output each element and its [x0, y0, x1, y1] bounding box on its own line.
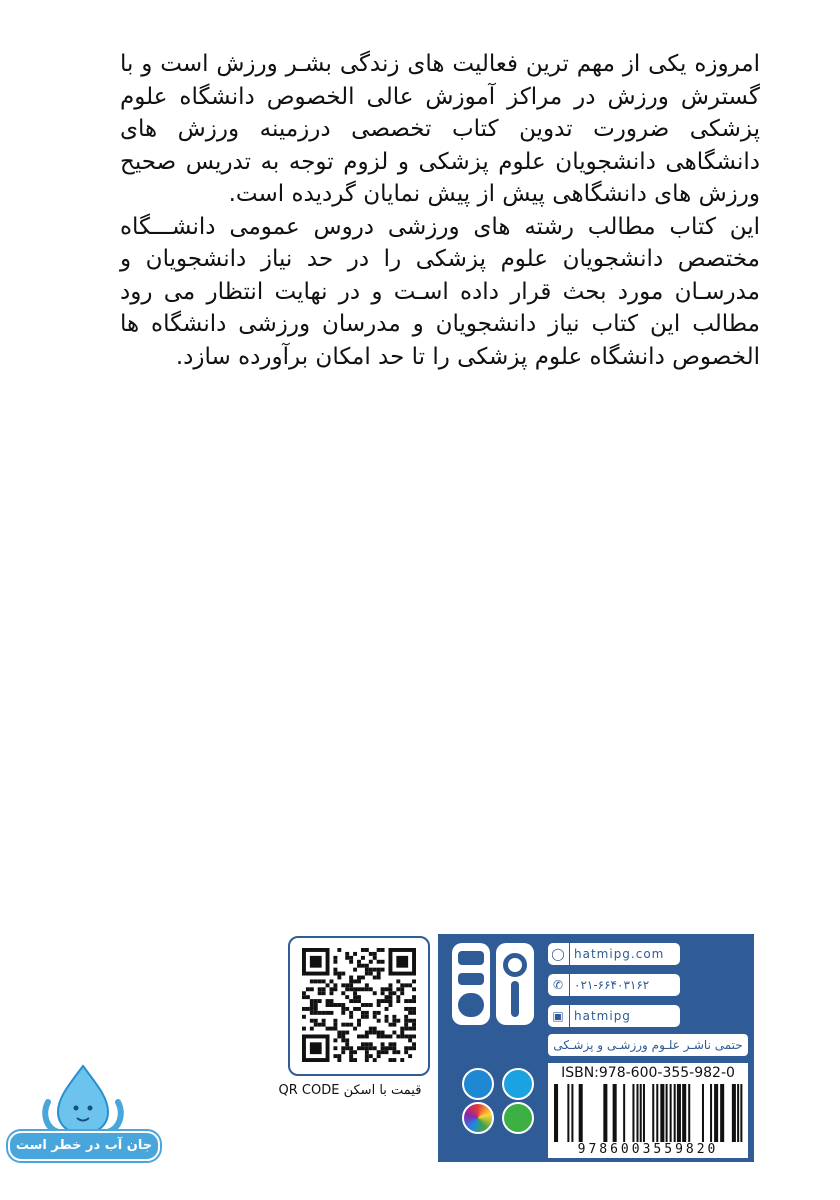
isbn-barcode [552, 1084, 744, 1142]
water-drop-icon [8, 1062, 158, 1134]
qr-caption: قیمت با اسکن QR CODE [278, 1083, 422, 1098]
health-logo-icon [502, 1102, 534, 1134]
phone-icon: ✆ [548, 974, 570, 996]
globe-icon: ◯ [548, 943, 570, 965]
instagram-text: hatmipg [574, 1009, 631, 1023]
publisher-logo [452, 943, 490, 1025]
qr-code[interactable] [288, 936, 430, 1076]
badge-label: جان آب در خطر است [8, 1131, 160, 1161]
instagram-icon: ▣ [548, 1005, 570, 1027]
water-campaign-badge [8, 1062, 158, 1162]
website-link[interactable] [548, 943, 680, 965]
description-paragraph-1: امروزه یکی از مهم ترین فعالیت های زندگی بشـر ورزش است و با گسترش ورزش در مراکز آموزش عالی الخصوص دانشگاه علوم پزشکی ضرورت تدوین کتاب تخصصی درزمینه ورزش های دانشگاهی دانشجویان علوم پزشکی و لزوم توجه به تدریس صحیح ورزش های دانشگاهی پیش از پیش نمایان گردیده است. [120, 51, 760, 207]
website-text: hatmipg.com [574, 947, 665, 961]
phone-text: ۰۲۱-۶۶۴۰۳۱۶۲ [574, 978, 650, 992]
barcode-digits: 9786003559820 [577, 1142, 719, 1157]
isbn-number: ISBN:978-600-355-982-0 [561, 1065, 735, 1081]
back-cover-description [120, 48, 760, 373]
phone-link[interactable] [548, 974, 680, 996]
publisher-panel [438, 934, 754, 1162]
isbn-block [548, 1063, 748, 1158]
sports-logo-icon [462, 1068, 494, 1100]
flower-logo-icon [462, 1102, 494, 1134]
description-paragraph-2: این کتاب مطالب رشته های ورزشی دروس عمومی دانشـــگاه مختصص دانشجویان علوم پزشکی را در حد نیاز دانشجویان و مدرسـان مورد بحث قرار داده اسـت و در نهایت انتظار می رود مطالب این کتاب نیاز دانشجویان و مدرسان ورزشی دانشگاه ها الخصوص دانشگاه علوم پزشکی را تا حد امکان برآورده سازد. [120, 213, 760, 370]
medical-logo-icon [502, 1068, 534, 1100]
qr-code-image [302, 948, 416, 1062]
publisher-tagline: حتمی ناشـر علـوم ورزشـی و پزشـکی [548, 1034, 748, 1056]
publisher-logo-mark [496, 943, 534, 1025]
instagram-link[interactable] [548, 1005, 680, 1027]
